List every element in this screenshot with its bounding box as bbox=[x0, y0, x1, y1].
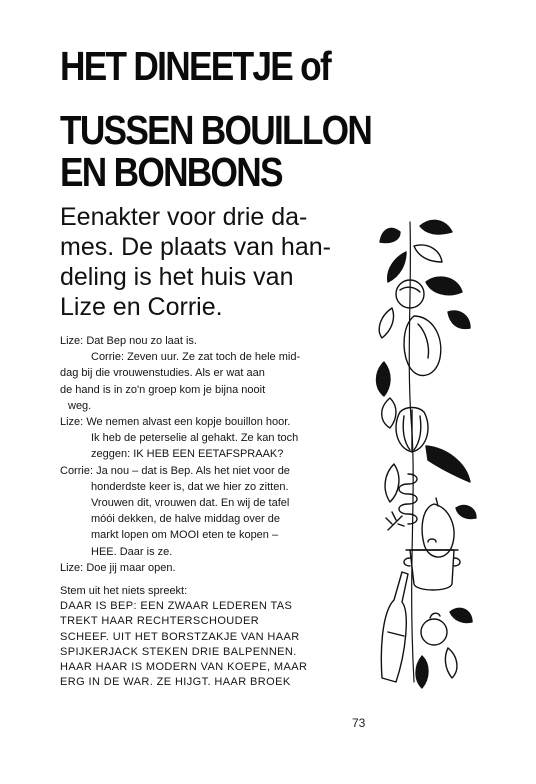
stage-line: SPIJKERJACK STEKEN DRIE BALPENNEN. bbox=[60, 645, 297, 658]
vegetable-garland-icon bbox=[370, 212, 480, 702]
stage-line: TREKT HAAR RECHTERSCHOUDER bbox=[60, 615, 260, 628]
dialogue-line: markt lopen om MOOI eten te kopen – bbox=[91, 529, 279, 542]
page-number: 73 bbox=[352, 716, 366, 730]
speaker-label: Lize: bbox=[60, 416, 84, 429]
subtitle-line: deling is het huis van bbox=[60, 263, 294, 291]
dialogue-line: Zeven uur. Ze zat toch de hele mid- bbox=[127, 351, 301, 364]
subtitle-line: Eenakter voor drie da- bbox=[60, 203, 308, 231]
dialogue-line: zeggen: IK HEB EEN EETAFSPRAAK? bbox=[91, 448, 284, 461]
title-line-2: TUSSEN BOUILLON bbox=[60, 107, 372, 153]
dialogue-line: Vrouwen dit, vrouwen dat. En wij de tafel bbox=[91, 497, 290, 510]
dialogue bbox=[60, 333, 380, 576]
dialogue-continuation bbox=[60, 365, 380, 414]
dialogue-line: de hand is in zo'n groep kom je bijna nooit bbox=[60, 383, 266, 396]
dialogue-entry bbox=[60, 333, 380, 349]
dialogue-line: weg. bbox=[68, 399, 92, 412]
dialogue-line: dag bij die vrouwenstudies. Als er wat aan bbox=[60, 367, 265, 380]
subtitle-line: mes. De plaats van han- bbox=[60, 233, 331, 261]
stage-line: ERG IN DE WAR. ZE HIJGT. HAAR BROEK bbox=[60, 676, 291, 689]
dialogue-line: HEE. Daar is ze. bbox=[91, 545, 173, 558]
stage-line: DAAR IS BEP: EEN ZWAAR LEDEREN TAS bbox=[60, 600, 293, 613]
dialogue-entry bbox=[60, 349, 380, 365]
dialogue-entry bbox=[60, 463, 380, 560]
stage-direction bbox=[60, 584, 380, 690]
dialogue-line: Ja nou – dat is Bep. Als het niet voor de bbox=[96, 464, 290, 477]
stage-line: SCHEEF. UIT HET BORSTZAKJE VAN HAAR bbox=[60, 630, 300, 643]
dialogue-line: móói dekken, de halve middag over de bbox=[91, 513, 280, 526]
speaker-label: Corrie: bbox=[60, 464, 94, 477]
dialogue-entry bbox=[60, 414, 380, 463]
stage-intro: Stem uit het niets spreekt: bbox=[60, 585, 188, 597]
dialogue-line: Ik heb de peterselie al gehakt. Ze kan toch bbox=[91, 432, 299, 445]
title-line-1: HET DINEETJE of bbox=[60, 43, 331, 89]
speaker-label: Corrie: bbox=[91, 351, 125, 364]
dialogue-line: Dat Bep nou zo laat is. bbox=[86, 335, 197, 347]
speaker-label: Lize: bbox=[60, 561, 84, 574]
subtitle bbox=[60, 202, 400, 322]
dialogue-line: We nemen alvast een kopje bouillon hoor. bbox=[86, 416, 291, 429]
dialogue-entry bbox=[60, 560, 380, 576]
dialogue-line: Doe jij maar open. bbox=[86, 561, 176, 574]
subtitle-line: Lize en Corrie. bbox=[60, 293, 223, 321]
dialogue-line: honderdste keer is, dat we hier zo zitten. bbox=[91, 480, 289, 493]
title-line-3: EN BONBONS bbox=[60, 149, 282, 195]
stage-line: HAAR HAAR IS MODERN VAN KOEPE, MAAR bbox=[60, 661, 308, 674]
speaker-label: Lize: bbox=[60, 335, 84, 347]
